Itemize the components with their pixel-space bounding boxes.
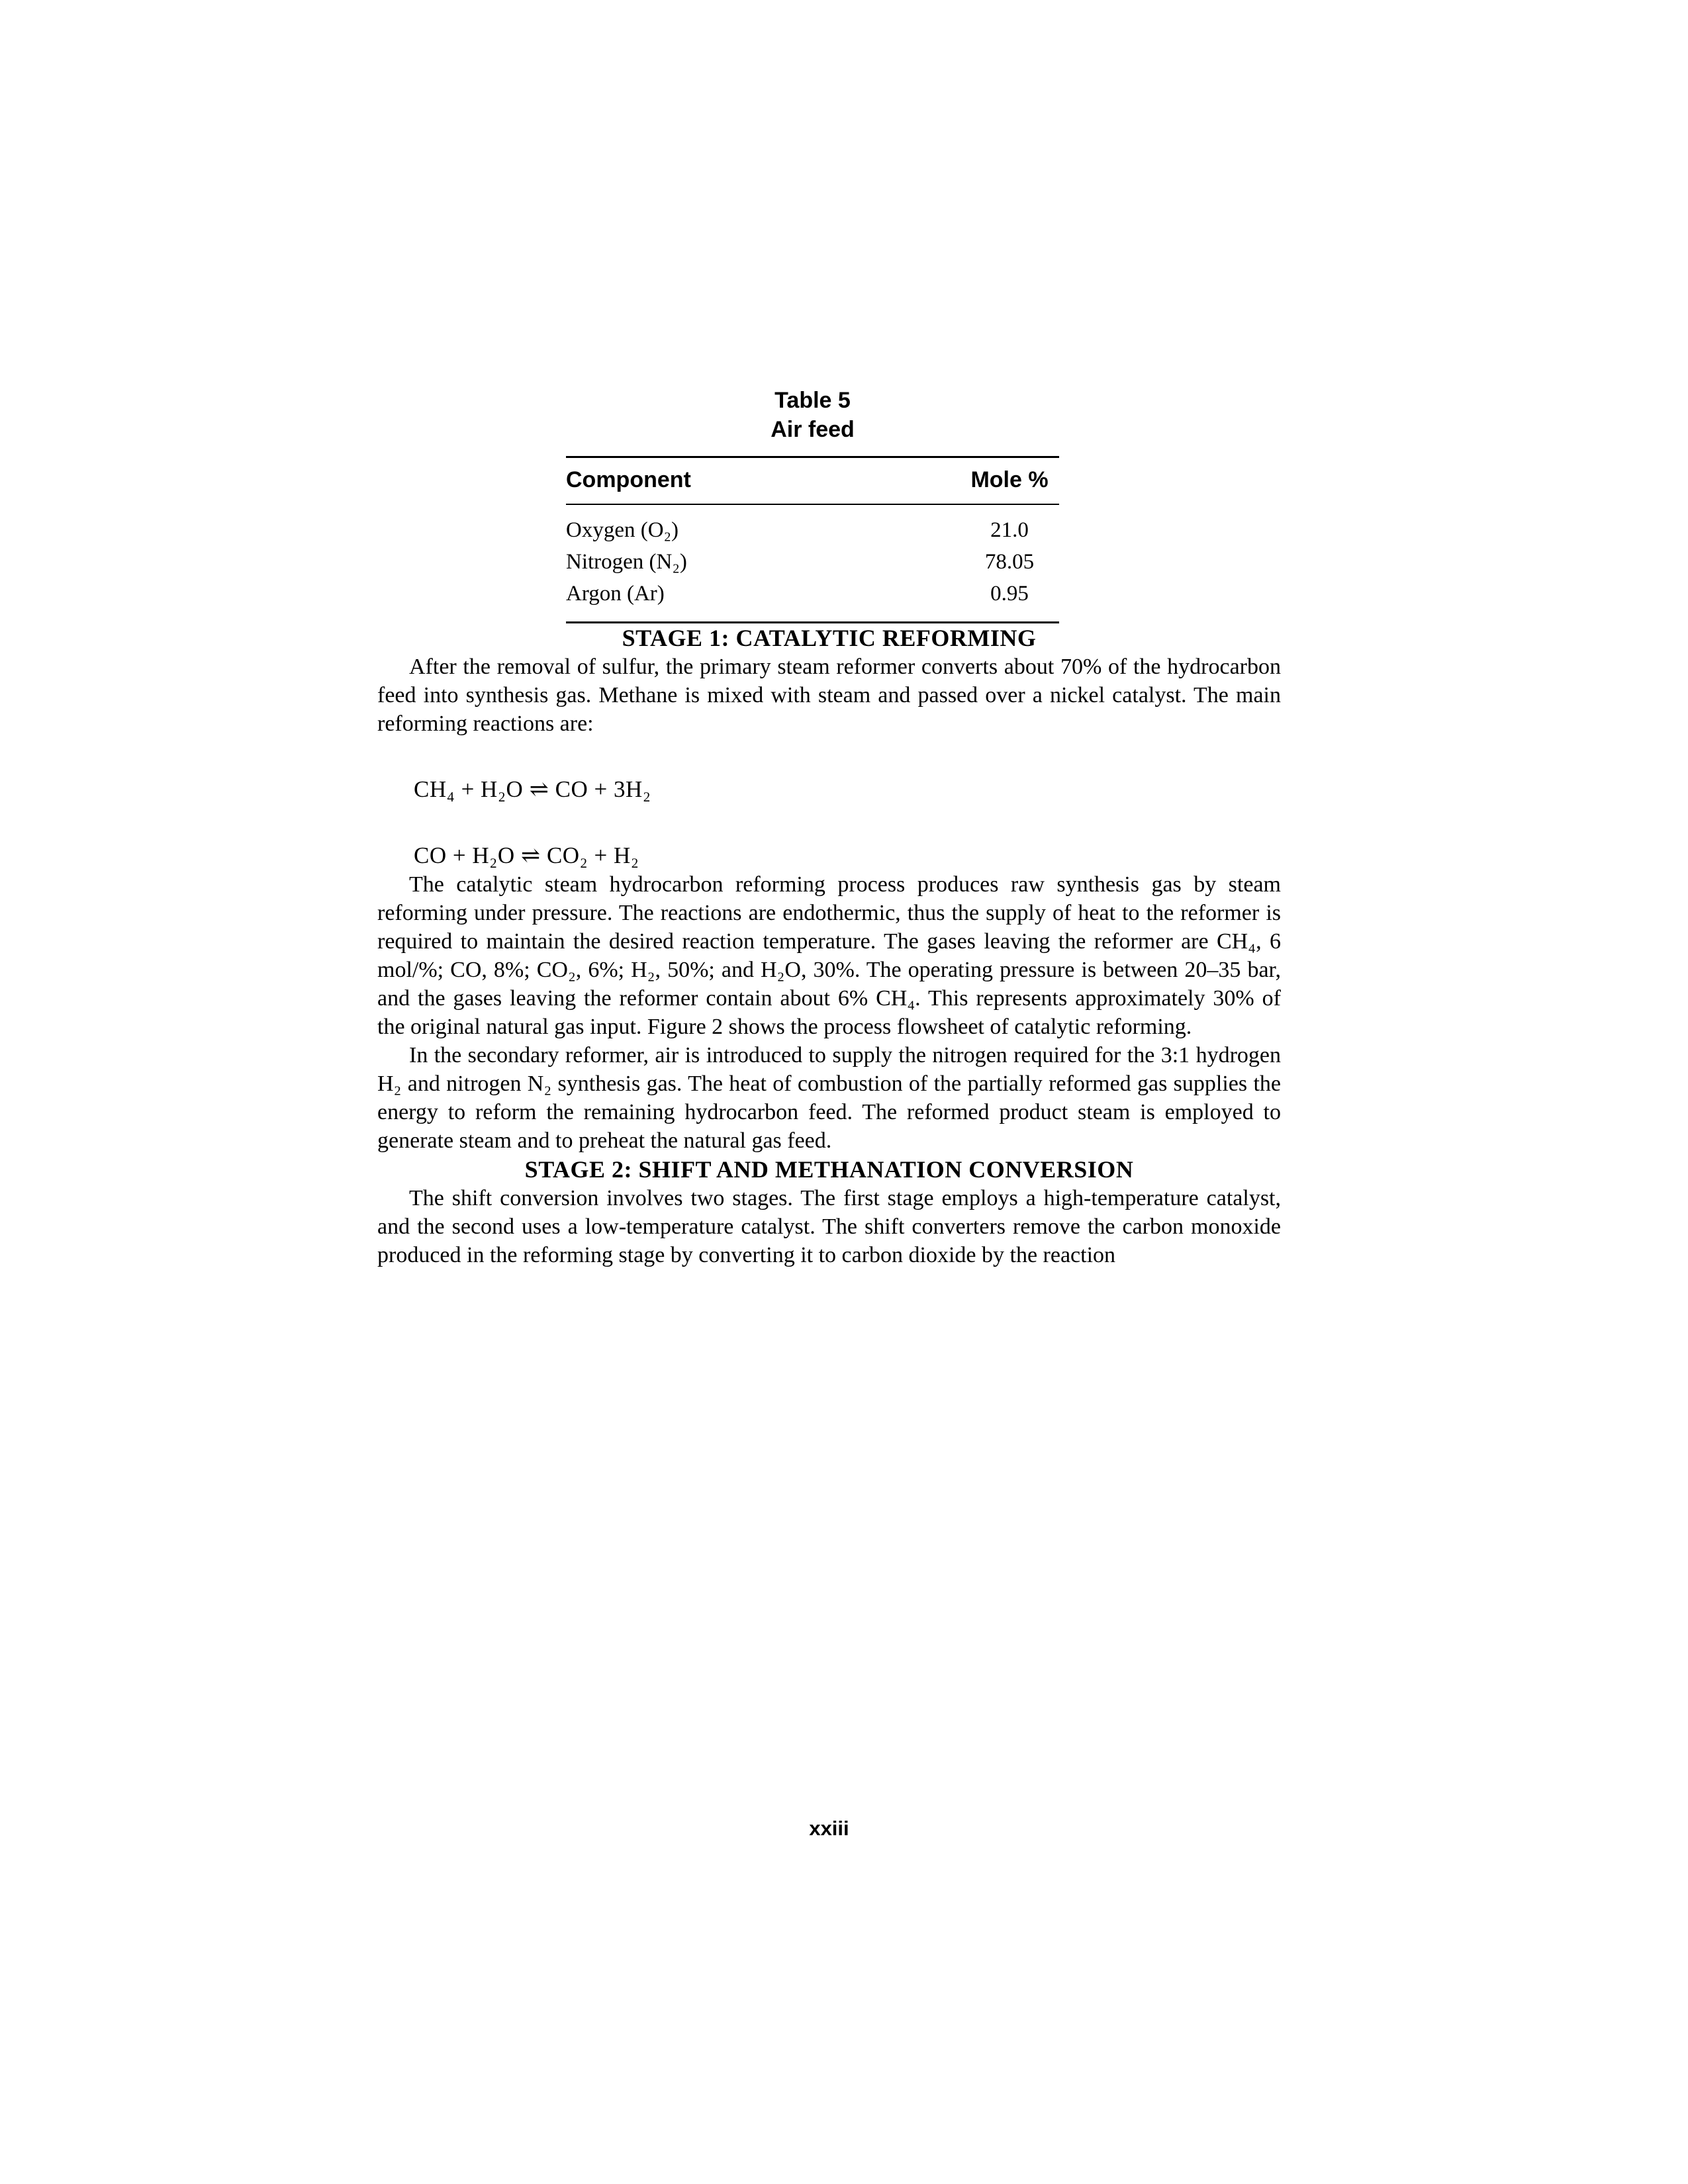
table-header-row [566,457,1059,505]
air-feed-table-block [566,386,1059,623]
component-cell: Argon (Ar) [566,582,665,606]
text-column [377,0,1281,1269]
stage2-heading: STAGE 2: SHIFT AND METHANATION CONVERSION [524,1156,1134,1183]
table-subtitle: Air feed [771,417,855,442]
mole-cell: 0.95 [990,582,1029,606]
table-row [566,578,1059,623]
stage1-paragraph-2: The catalytic steam hydrocarbon reforming process produces raw synthesis gas by steam reforming under pressure. The reactions are endothermic, thus the supply of heat to the reformer is required to maintain the desired reaction temperature. The gases leaving the reformer are CH₄, 6 mol/%; CO, 8%; CO₂, 6%; H₂, 50%; and H₂O, 30%. The operating pressure is between 20–35 bar, and the gases leaving the reformer contain about 6% CH₄. This represents approximately 30% of the original natural gas input. Figure 2 shows the process flowsheet of catalytic reforming. [377,872,1281,1039]
stage1-paragraph-3: In the secondary reformer, air is introduced to supply the nitrogen required for the 3:1 hydrogen H₂ and nitrogen N₂ synthesis gas. The heat of combustion of the partially reformed gas supplies the energy to reform the remaining hydrocarbon feed. The reformed product steam is employed to generate steam and to preheat the natural gas feed. [377,1043,1281,1153]
component-cell: Nitrogen (N₂) [566,550,687,574]
table-row [566,504,1059,546]
mole-cell: 21.0 [990,518,1029,542]
table-row [566,546,1059,578]
air-feed-table [566,456,1059,623]
column-header-component: Component [566,457,960,505]
stage2-paragraph-1: The shift conversion involves two stages. The first stage employs a high-temperature catalyst, and the second uses a low-temperature catalyst. The shift converters remove the carbon monoxide produced in the reforming stage by converting it to carbon dioxide by the reaction [377,1186,1281,1267]
component-cell: Oxygen (O₂) [566,518,679,542]
table-title: Table 5 [774,388,851,413]
reforming-equation-2: CO + H₂O ⇌ CO₂ + H₂ [414,842,639,868]
page-number: xxiii [809,1817,849,1840]
stage1-paragraph-1: After the removal of sulfur, the primary steam reformer converts about 70% of the hydrocarbon feed into synthesis gas. Methane is mixed with steam and passed over a nickel catalyst. The main reforming reactions are: [377,655,1281,736]
stage1-heading: STAGE 1: CATALYTIC REFORMING [622,625,1037,651]
mole-cell: 78.05 [984,550,1035,574]
column-header-mole: Mole % [960,457,1059,505]
reforming-equation-1: CH₄ + H₂O ⇌ CO + 3H₂ [414,776,651,802]
